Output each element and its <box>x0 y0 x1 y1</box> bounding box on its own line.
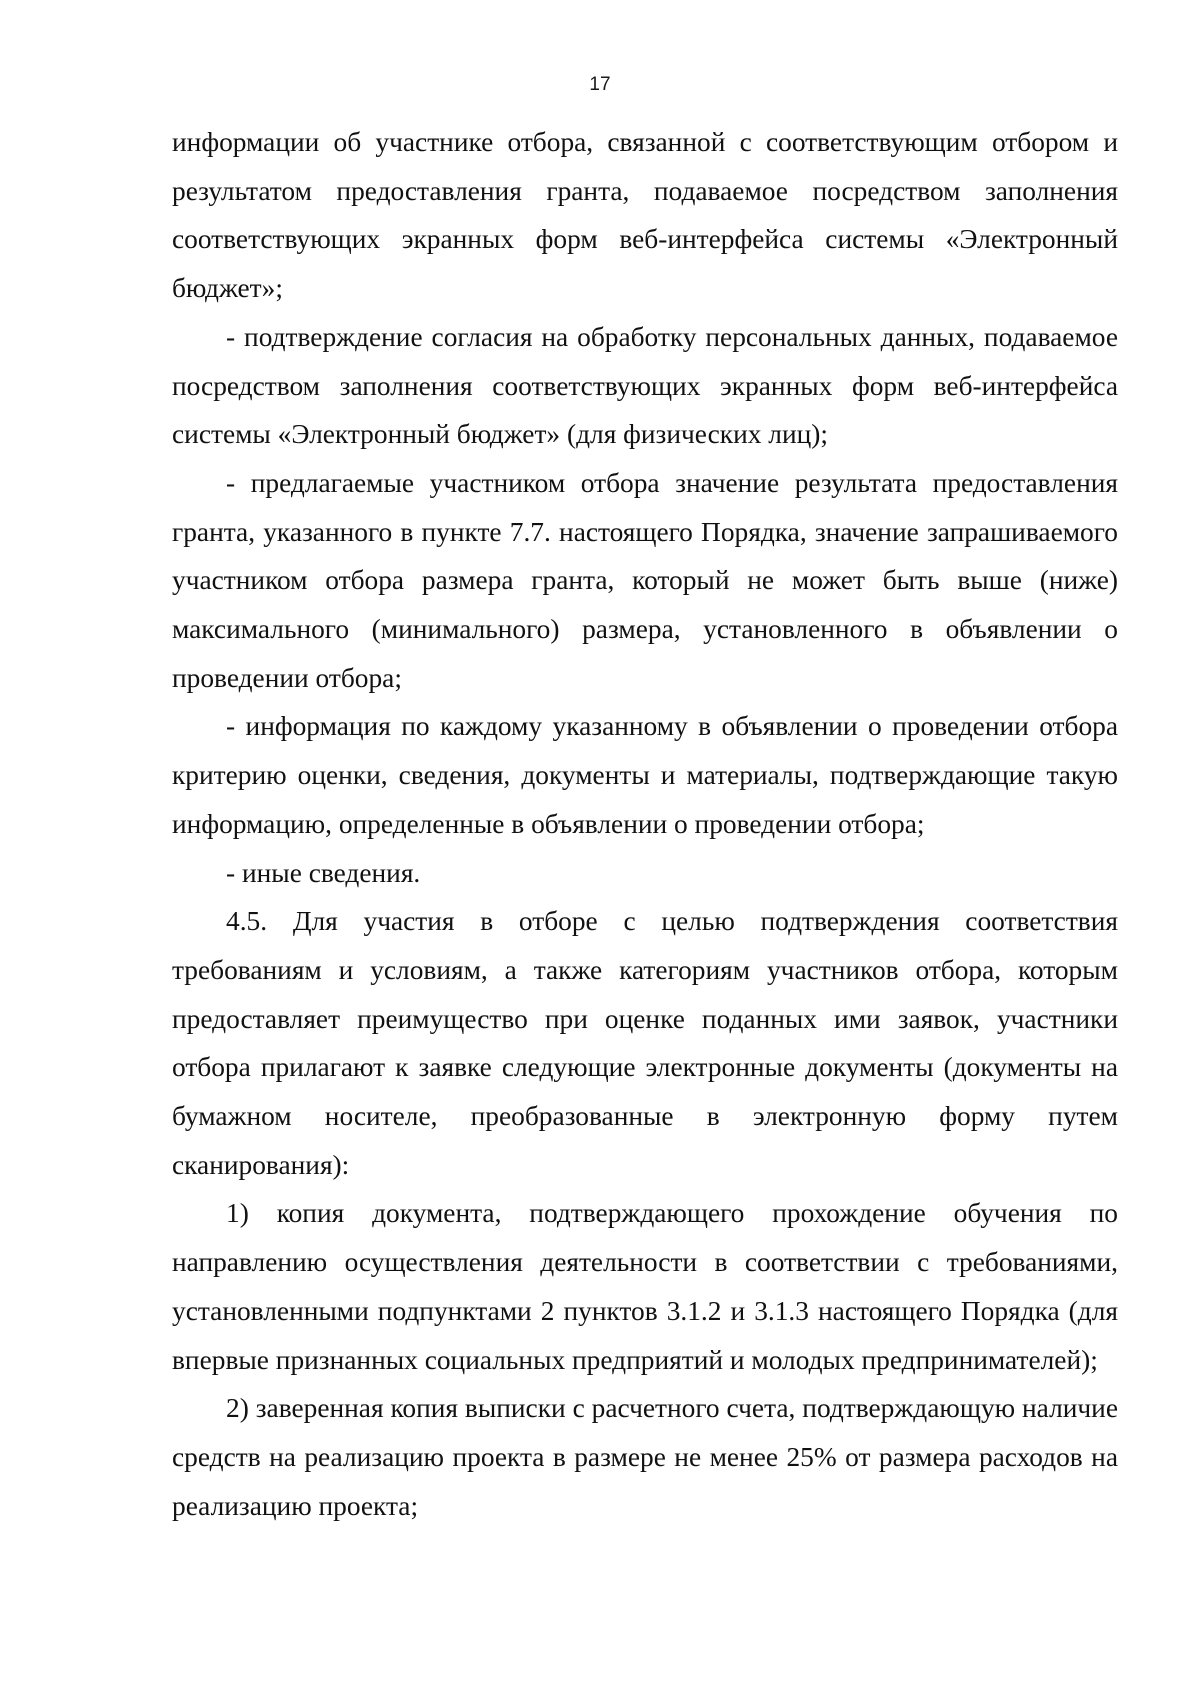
paragraph-grant-result-and-size: - предлагаемые участником отбора значение результата предоставления гранта, указанного в пункте 7.7. настоящего Порядка, значение запрашиваемого участником отбора размера гранта, который не может быть выше (ниже) максимального (минимального) размера, установленного в объявлении о проведении отбора; <box>172 467 1118 693</box>
page-number: 17 <box>589 74 611 95</box>
paragraph-applicant-info-continuation: информации об участнике отбора, связанной с соответствующим отбором и результатом предоставления гранта, подаваемое посредством заполнения соответствующих экранных форм веб-интерфейса системы «Электронный бюджет»; <box>172 127 1118 304</box>
paragraph-item-2-bank-statement: 2) заверенная копия выписки с расчетного счета, подтверждающую наличие средств на реализацию проекта в размере не менее 25% от размера расходов на реализацию проекта; <box>172 1393 1118 1521</box>
document-body <box>172 118 1118 1530</box>
paragraph-evaluation-criteria-info: - информация по каждому указанному в объявлении о проведении отбора критерию оценки, сведения, документы и материалы, подтверждающие такую информацию, определенные в объявлении о проведении отбора; <box>172 711 1118 839</box>
paragraph-item-1-training-document: 1) копия документа, подтверждающего прохождение обучения по направлению осуществления деятельности в соответствии с требованиями, установленными подпунктами 2 пунктов 3.1.2 и 3.1.3 настоящего Порядка (для впервые признанных социальных предприятий и молодых предпринимателей); <box>172 1198 1118 1375</box>
paragraph-other-info: - иные сведения. <box>226 857 421 888</box>
paragraph-personal-data-consent: - подтверждение согласия на обработку персональных данных, подаваемое посредством заполнения соответствующих экранных форм веб-интерфейса системы «Электронный бюджет» (для физических лиц); <box>172 321 1118 450</box>
paragraph-section-4-5: 4.5. Для участия в отборе с целью подтверждения соответствия требованиям и условиям, а также категориям участников отбора, которым предоставляет преимущество при оценке поданных ими заявок, участники отбора прилагают к заявке следующие электронные документы (документы на бумажном носителе, преобразованные в электронную форму путем сканирования): <box>172 906 1118 1180</box>
